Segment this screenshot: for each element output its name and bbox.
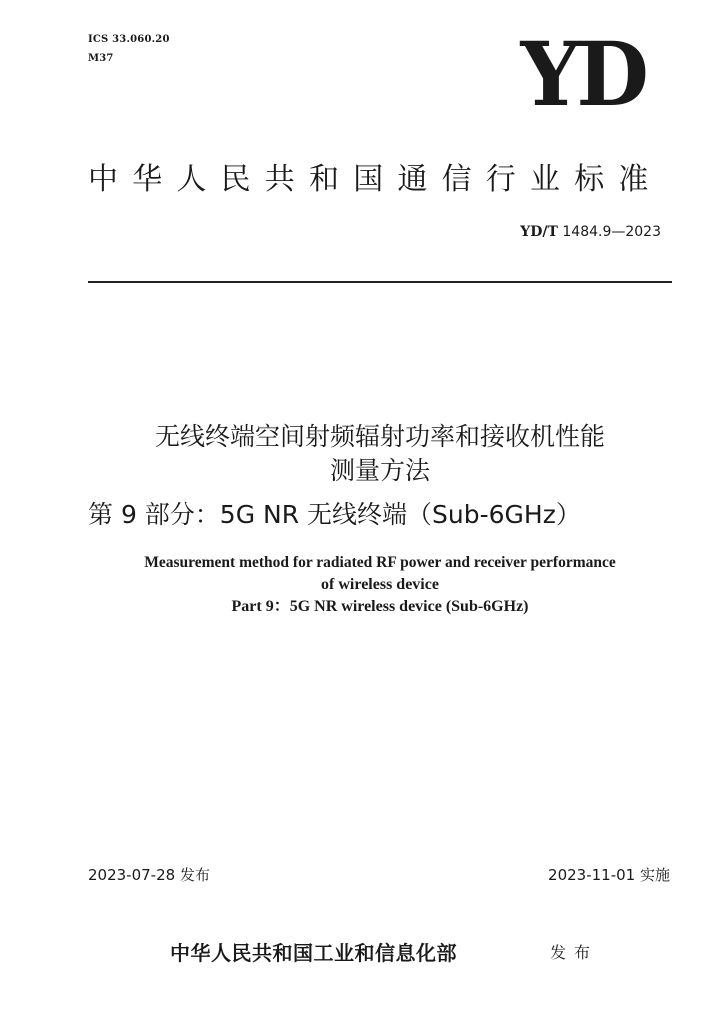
- issue-date: 2023-07-28 发布: [88, 866, 210, 884]
- implementation-date: 2023-11-01 实施: [548, 866, 670, 884]
- chinese-title-line-1: 无线终端空间射频辐射功率和接收机性能: [154, 422, 605, 451]
- standard-number: [520, 224, 661, 240]
- header-divider: [88, 281, 672, 283]
- standard-prefix: YD/T: [520, 224, 558, 240]
- publisher: 中华人民共和国工业和信息化部: [170, 941, 457, 965]
- publish-label: 发布: [550, 943, 599, 962]
- chinese-title-part: 第 9 部分：5G NR 无线终端（Sub-6GHz）: [88, 500, 581, 529]
- yd-logo: YD: [520, 22, 645, 126]
- ccs-code: M37: [88, 53, 114, 64]
- standard-number-value: 1484.9—2023: [562, 224, 661, 240]
- english-title-part: Part 9：5G NR wireless device (Sub-6GHz): [231, 598, 529, 615]
- ics-code: ICS 33.060.20: [88, 34, 170, 45]
- chinese-title-line-2: 测量方法: [329, 456, 430, 485]
- standard-category: 中华人民共和国通信行业标准: [88, 162, 663, 197]
- english-title-line-2: of wireless device: [321, 576, 439, 593]
- english-title-line-1: Measurement method for radiated RF power and receiver performance: [144, 554, 616, 571]
